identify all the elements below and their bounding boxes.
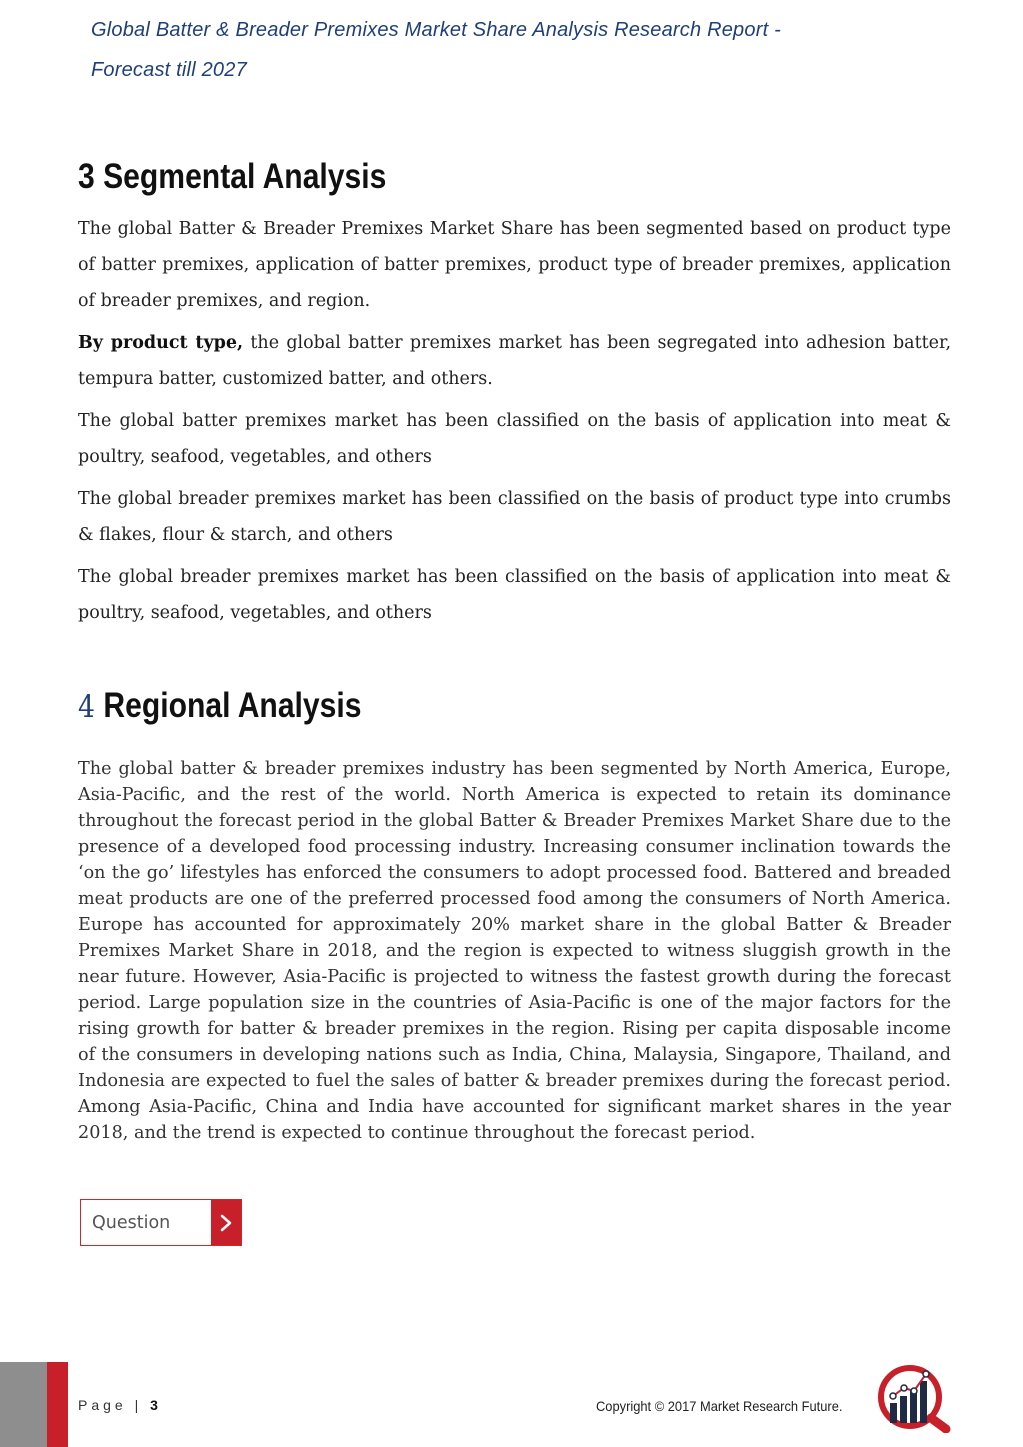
section-3-paragraph-4: The global breader premixes market has been classified on the basis of product type into crumbs & flakes, flour & starch, and others <box>78 489 951 545</box>
footer-grey-bar <box>0 1362 47 1447</box>
section-4-title: Regional Analysis <box>103 686 362 725</box>
section-3-paragraph-5: The global breader premixes market has been classified on the basis of application into meat & poultry, seafood, vegetables, and others <box>78 567 951 623</box>
page-number: 3 <box>150 1397 158 1413</box>
question-button-label: Question <box>92 1212 171 1233</box>
section-3-body <box>78 211 951 637</box>
market-research-future-logo-icon <box>876 1363 952 1433</box>
page-number-label <box>78 1397 158 1413</box>
section-3-paragraph-2 <box>78 325 951 397</box>
section-3-paragraph-1: The global Batter & Breader Premixes Market Share has been segmented based on product type of batter premixes, application of batter premixes, product type of breader premixes, application of breader premixes, and region. <box>78 219 951 311</box>
copyright-text: Copyright © 2017 Market Research Future. <box>596 1398 843 1414</box>
chevron-right-icon <box>211 1200 241 1245</box>
page-prefix: Page | <box>78 1397 143 1413</box>
product-type-label: By product type, <box>78 333 244 353</box>
document-header-title: Global Batter & Breader Premixes Market Share Analysis Research Report - Forecast till 2027 <box>91 19 781 81</box>
section-4-heading <box>78 686 362 727</box>
section-4-body: The global batter & breader premixes industry has been segmented by North America, Europe, Asia-Pacific, and the rest of the world. North America is expected to retain its dominance throughout the forecast period in the global Batter & Breader Premixes Market Share due to the presence of a developed food processing industry. Increasing consumer inclination towards the ‘on the go’ lifestyles has enforced the consumers to adopt processed food. Battered and breaded meat products are one of the preferred processed food among the consumers of North America. Europe has accounted for approximately 20% market share in the global Batter & Breader Premixes Market Share in 2018, and the region is expected to witness sluggish growth in the near future. However, Asia-Pacific is projected to witness the fastest growth during the forecast period. Large population size in the countries of Asia-Pacific is one of the major factors for the rising growth for batter & breader premixes in the region. Rising per capita disposable income of the consumers in developing nations such as India, China, Malaysia, Singapore, Thailand, and Indonesia are expected to fuel the sales of batter & breader premixes during the forecast period. Among Asia-Pacific, China and India have accounted for significant market shares in the year 2018, and the trend is expected to continue throughout the forecast period. <box>78 759 951 1143</box>
section-4-number: 4 <box>78 689 95 725</box>
footer-red-bar <box>47 1362 68 1447</box>
question-button[interactable] <box>80 1199 242 1246</box>
product-type-text: the global batter premixes market has been segregated into adhesion batter, tempura batter, customized batter, and others. <box>78 333 952 389</box>
section-3-heading: 3 Segmental Analysis <box>78 157 387 196</box>
section-3-paragraph-3: The global batter premixes market has been classified on the basis of application into meat & poultry, seafood, vegetables, and others <box>78 411 951 467</box>
